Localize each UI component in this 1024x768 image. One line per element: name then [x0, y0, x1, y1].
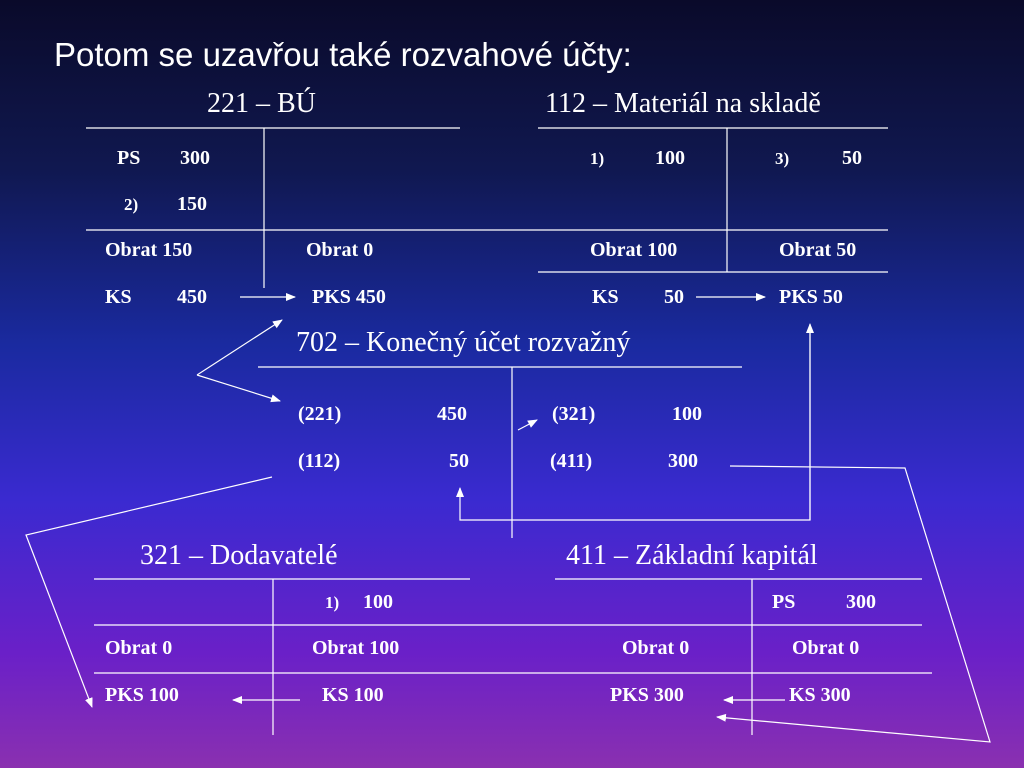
acc-112-ks-label: KS	[592, 286, 619, 308]
acc-321-pks: PKS 100	[105, 684, 179, 706]
acc-702-credit2-label: (411)	[550, 450, 593, 472]
acc-411-obrat-debit: Obrat 0	[622, 637, 690, 659]
slide-title: Potom se uzavřou také rozvahové účty:	[54, 36, 632, 73]
acc-702-credit1-value: 100	[672, 403, 702, 425]
acc-221-row2-label: 2)	[124, 195, 139, 214]
acc-112-obrat-debit: Obrat 100	[590, 239, 678, 261]
acc-221-pks: PKS 450	[312, 286, 386, 308]
acc-321-obrat-credit: Obrat 100	[312, 637, 400, 659]
acc-702-credit2-value: 300	[668, 450, 698, 472]
acc-221-row2-value: 150	[177, 193, 207, 215]
acc-112-row3-label: 3)	[775, 149, 790, 168]
acc-411-ks: KS 300	[789, 684, 851, 706]
acc-702-row2-value: 50	[449, 450, 469, 472]
acc-221-ks-label: KS	[105, 286, 132, 308]
acc-112-ks-value: 50	[664, 286, 684, 308]
acc-411-ps-label: PS	[772, 591, 796, 613]
acc-321-row1-label: 1)	[325, 593, 340, 612]
acc-321-row1-value: 100	[363, 591, 393, 613]
acc-411-ps-value: 300	[846, 591, 876, 613]
acc-112-heading: 112 – Materiál na skladě	[545, 88, 821, 119]
acc-321-ks: KS 100	[322, 684, 384, 706]
acc-221-heading: 221 – BÚ	[207, 88, 316, 119]
acc-321-obrat-debit: Obrat 0	[105, 637, 173, 659]
acc-112-obrat-credit: Obrat 50	[779, 239, 857, 261]
acc-411-pks: PKS 300	[610, 684, 684, 706]
acc-221-ks-value: 450	[177, 286, 207, 308]
acc-221-ps-label: PS	[117, 147, 141, 169]
acc-321-heading: 321 – Dodavatelé	[140, 540, 338, 571]
acc-702-credit1-label: (321)	[552, 403, 596, 425]
acc-112-row3-value: 50	[842, 147, 862, 169]
acc-702-row2-label: (112)	[298, 450, 341, 472]
acc-112-pks: PKS 50	[779, 286, 843, 308]
acc-702-heading: 702 – Konečný účet rozvažný	[296, 327, 631, 358]
acc-702-row1-value: 450	[437, 403, 467, 425]
acc-221-ps-value: 300	[180, 147, 210, 169]
acc-221-obrat-credit: Obrat 0	[306, 239, 374, 261]
acc-112-row1-value: 100	[655, 147, 685, 169]
acc-112-row1-label: 1)	[590, 149, 605, 168]
acc-221-obrat-debit: Obrat 150	[105, 239, 193, 261]
acc-702-row1-label: (221)	[298, 403, 342, 425]
acc-411-heading: 411 – Základní kapitál	[566, 540, 818, 571]
acc-411-obrat-credit: Obrat 0	[792, 637, 860, 659]
